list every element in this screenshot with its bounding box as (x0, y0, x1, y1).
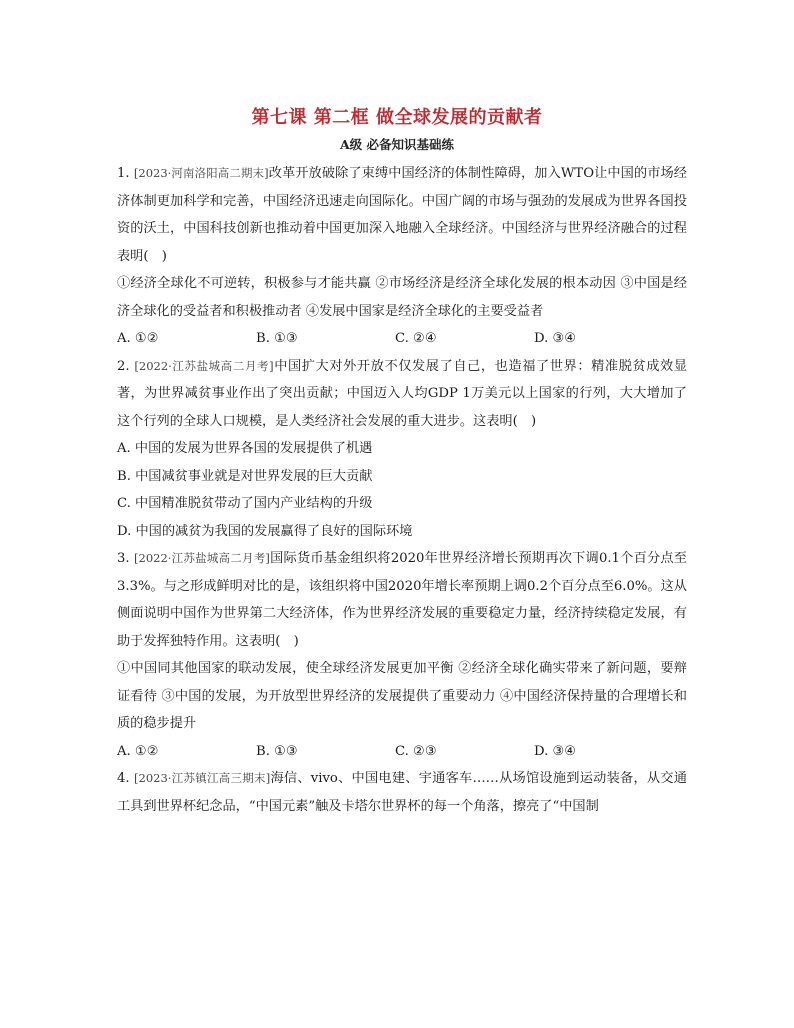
question-stem (117, 545, 687, 655)
option-b[interactable]: B. ①③ (256, 743, 298, 759)
question-text: 海信、vivo、中国电建、宇通客车……从场馆设施到运动装备，从交通工具到世界杯纪念品，“中国元素”触及卡塔尔世界杯的每一个角落，擦亮了“中国制 (117, 771, 687, 814)
question-number: 2. (117, 358, 130, 374)
option-b[interactable]: B. 中国减贫事业就是对世界发展的巨大贡献 (117, 468, 373, 484)
option-c[interactable]: C. 中国精准脱贫带动了国内产业结构的升级 (117, 496, 373, 511)
question-text: 中国扩大对外开放不仅发展了自己，也造福了世界：精准脱贫成效显著，为世界减贫事业作出了突出贡献；中国迈入人均GDP 1万美元以上国家的行列，大大增加了这个行列的全球人口规模，是人类经济社会发展的重大进步。这表明( ) (117, 358, 688, 429)
option-a[interactable]: A. ①② (117, 331, 159, 346)
question-4 (117, 765, 687, 820)
option-a[interactable]: A. ①② (117, 743, 159, 759)
page-title: 第七课 第二框 做全球发展的贡献者 (251, 107, 543, 128)
option-c[interactable]: C. ②④ (395, 331, 437, 346)
question-number: 1. (117, 166, 130, 181)
option-b[interactable]: B. ①③ (256, 331, 298, 346)
question-source: [2023·江苏镇江高三期末] (134, 771, 271, 785)
question-source: [2023·河南洛阳高二期末] (133, 166, 269, 180)
question-2 (117, 353, 687, 546)
question-statements: ①中国同其他国家的联动发展，使全球经济发展更加平衡 ②经济全球化确实带来了新问题，要辩证看待 ③中国的发展，为开放型世界经济的发展提供了重要动力 ④中国经济保持量的合理增长和质的稳步提升 (117, 661, 687, 731)
question-statements: ①经济全球化不可逆转，积极参与才能共赢 ②市场经济是经济全球化发展的根本动因 ③中国是经济全球化的受益者和积极推动者 ④发展中国家是经济全球化的主要受益者 (117, 276, 687, 319)
answer-options (117, 738, 687, 766)
question-text: 改革开放破除了束缚中国经济的体制性障碍，加入WTO让中国的市场经济体制更加科学和完善，中国经济迅速走向国际化。中国广阔的市场与强劲的发展成为世界各国投资的沃土，中国科技创新也推动着中国更加深入地融入全球经济。中国经济与世界经济融合的过程表明( ) (117, 166, 687, 264)
question-stem (117, 353, 687, 436)
section-subtitle: A级 必备知识基础练 (339, 137, 455, 152)
question-text: 国际货币基金组织将2020年世界经济增长预期再次下调0.1个百分点至3.3%。与之形成鲜明对比的是，该组织将中国2020年增长率预期上调0.2个百分点至6.0%。这从侧面说明中国作为世界第二大经济体，作为世界经济发展的重要稳定力量，经济持续稳定发展，有助于发挥独特作用。这表明( ) (117, 551, 687, 649)
question-number: 4. (117, 771, 130, 786)
question-1 (117, 160, 687, 353)
question-3 (117, 545, 687, 765)
question-number: 3. (117, 551, 130, 566)
option-d[interactable]: D. ③④ (534, 331, 577, 346)
question-stem (117, 160, 687, 270)
option-c[interactable]: C. ②③ (395, 743, 437, 759)
question-list (117, 160, 687, 820)
answer-options (117, 325, 687, 353)
option-a[interactable]: A. 中国的发展为世界各国的发展提供了机遇 (117, 441, 373, 456)
option-d[interactable]: D. ③④ (534, 743, 577, 759)
question-source: [2022·江苏盐城高二月考] (134, 358, 274, 373)
option-d[interactable]: D. 中国的减贫为我国的发展赢得了良好的国际环境 (117, 523, 413, 539)
question-source: [2022·江苏盐城高二月考] (134, 551, 270, 565)
question-stem (117, 765, 687, 820)
